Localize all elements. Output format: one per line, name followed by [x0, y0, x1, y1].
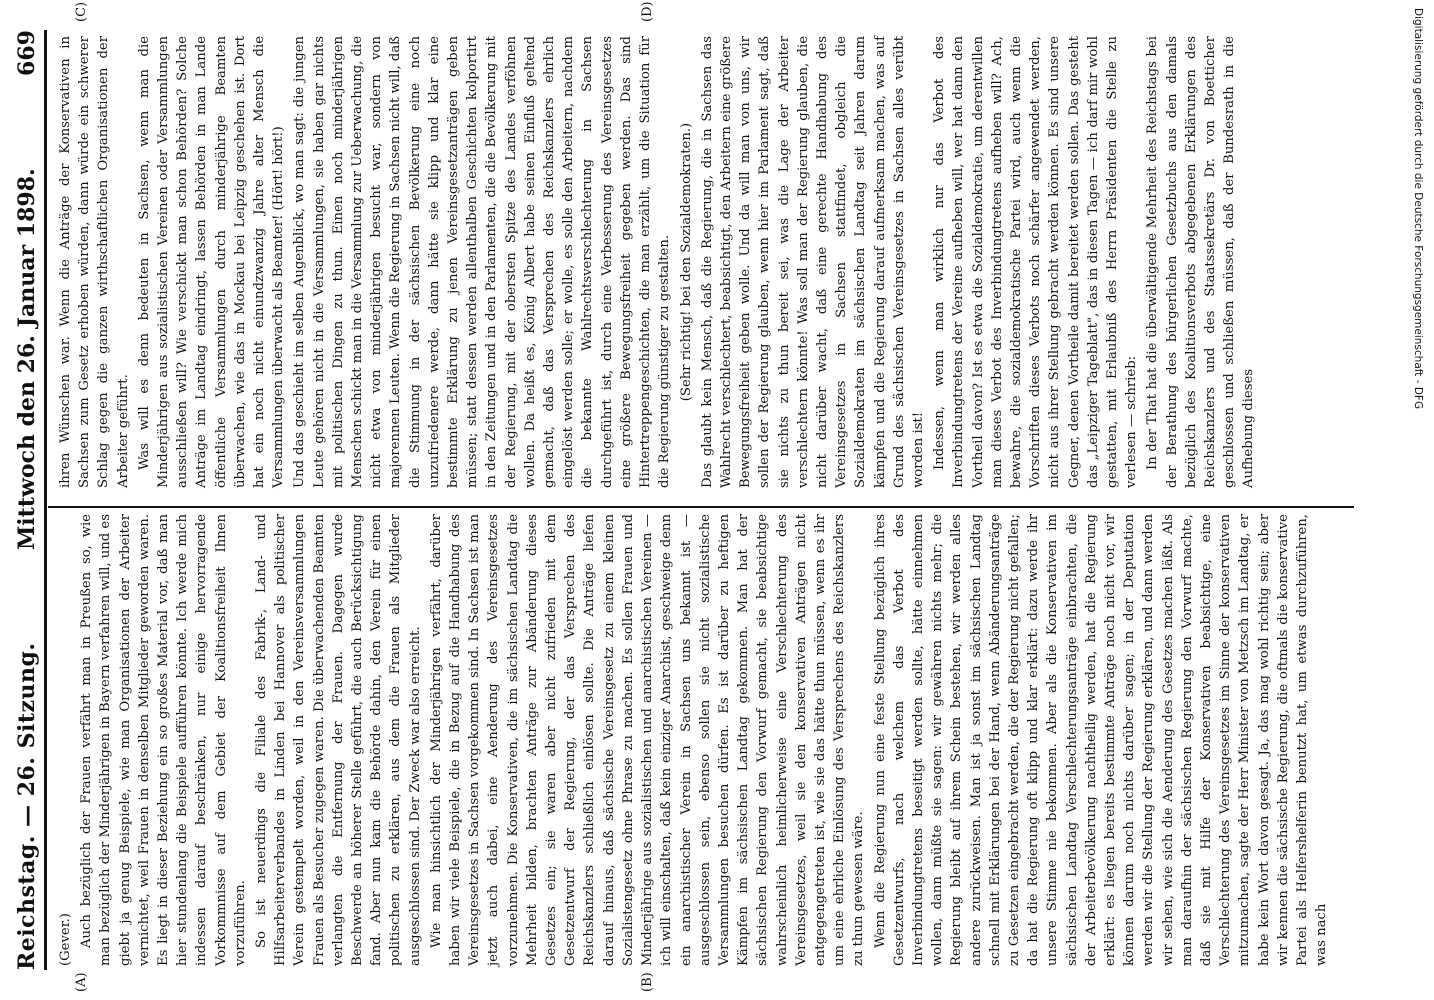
paragraph: Und das geschieht im selben Augenblick, wo man sagt: die jungen Leute gehören nicht in die Versammlungen, sie haben gar nichts mit politischen Dingen zu thun. Einen noch minderjährigen Menschen schickt man in die Versammlung zur Ueberwachung, die nicht etwa von minderjährigen besucht war, sondern von majorennen Leuten. Wenn die Regierung in Sachsen nicht will, daß die Stimmung in der sächsischen Bevölkerung eine noch unzufriedenere werde, dann hätte sie klipp und klar eine bestimmte Erklärung zu jenen Vereinsgesetzanträgen geben müssen; statt dessen werden allenthalben Geschichten kolportirt in den Zeitungen und in den Parlamenten, die die Bevölkerung mit der Regierung, mit der obersten Spitze des Landes verföhnen wollen. Da heißt es, König Albert habe seinen Einfluß geltend gemacht, daß das Versprechen des Reichskanzlers ehrlich eingelöst werden solle; er wolle, es solle den Arbeitern, nachdem die bekannte Wahlrechtsverschlechterung in Sachsen durchgeführt ist, durch eine Verbesserung des Vereinsgesetzes eine größere Bewegungsfreiheit gegeben werden. Das sind Hintertreppengeschichten, die man erzählt, um die Situation für die Regierung günstiger zu gestalten. [292, 36, 673, 488]
paragraph: ihren Wünschen war. Wenn die Anträge der Konservativen in Sachsen zum Gesetz erhoben würden, dann würde ein schwerer Schlag gegen die ganzen wirthschaftlichen Organisationen der Arbeiter geführt. [58, 36, 131, 488]
paragraph: So ist neuerdings die Filiale des Fabrik-, Land- und Hilfsarbeiterverbandes in Linden bei Hannover als politischer Verein gestempelt worden, weil in den Vereinsversammlungen Frauen als Besucher zugegen waren. Die überwachenden Beamten verlangten die Entfernung der Frauen. Dagegen wurde Beschwerde an höherer Stelle geführt, die auch Berücksichtigung fand. Aber nun kam die Behörde dahin, den Verein für einen politischen zu erklären, aus dem die Frauen als Mitglieder ausgeschlossen sind. Der Zweck war also erreicht. [254, 514, 423, 966]
header-center-title: Mittwoch den 26. Januar 1898. [14, 168, 40, 551]
margin-marker-a: (A) [74, 972, 89, 992]
digitization-sidebar [1404, 0, 1434, 1000]
column-divider [48, 506, 1354, 508]
speaker-note: (Gever.) [58, 913, 73, 966]
margin-marker-c: (C) [74, 1, 89, 22]
paragraph: Indessen, wenn man wirklich nur das Verbot des Inverbindungtretens der Vereine aufheben will, wer hat dann den Vortheil davon? Ist es etwa die Sozialdemokratie, um derentwillen man dieses Verbot des Inverbindungtretens aufheben will? Ach, bewahre, die sozialdemokratische Partei wird, auch wenn die Vorschriften dieses Verbots noch schärfer angewendet werden, nicht aus ihrer Stellung gebracht werden können. Es sind unsere Gegner, denen Vortheile damit bereitet werden sollen. Das gesteht das „Leipziger Tageblatt", das in diesen Tagen — ich darf mir wohl gestatten, mit Erlaubniß des Herrn Präsidenten die Stelle zu verlesen — schrieb: [932, 36, 1140, 488]
page-header [10, 30, 47, 970]
interjection: (Sehr richtig! bei den Sozialdemokraten.) [678, 122, 694, 402]
right-column [56, 36, 1350, 488]
paragraph: Wenn die Regierung nun eine feste Stellung bezüglich ihres Gesetzentwurfs, nach welchem das Verbot des Inverbindungtretens beseitigt werden sollte, hätte einnehmen wollen, dann müßte sie sagen: wir gewähren nichts mehr; die Regierung bleibt auf ihrem Schein bestehen, wir werden alles andere zurückweisen. Man ist ja sonst im sächsischen Landtag schnell mit Erklärungen bei der Hand, wenn Abänderungsanträge zu Gesetzen eingebracht werden, die der Regierung nicht gefallen; da hat die Regierung oft klipp und klar erklärt: dazu werde ihr unsere Stimme nie bekommen. Aber als die Konservativen im sächsischen Landtag Verschlechterungsanträge einbrachten, die der Arbeiterbevölkerung nachtheilig werden, hat die Regierung erklärt: es liegen bereits bestimmte Anträge noch nicht vor, wir können darum noch nichts darüber sagen; in der Deputation werden wir die Stellung der Regierung erklären, und dann werden wir sehen, wie sich die Aenderung des Gesetzes machen läßt. Als man daraufhin der sächsischen Regierung den Vorwurf machte, daß sie mit Hilfe der Konservativen beabsichtige, eine Verschlechterung des Vereinsgesetzes im Sinne der konservativen mitzumachen, sagte der Herr Minister von Metzsch im Landtag, er habe kein Wort davon gesagt. Ja, das mag wohl richtig sein; aber wir kennen die sächsische Regierung, die oftmals die konservative Partei als Helfershelferin benutzt hat, um etwas durchzuführen, was nach [872, 514, 1330, 966]
left-column [56, 514, 1350, 966]
paragraph: Was will es denn bedeuten in Sachsen, wenn man die Minderjährigen aus sozialistischen Vereinen oder Versammlungen ausschließen will? Wie verschickt man schon Behörden? Solche Anträge im Landtag eindringt, lassen Behörden in man Lande öffentliche Versammlungen durch minderjährige Beamten überwachen, wie das in Mockau bei Leipzig geschehen ist. Dort hat ein noch nicht einundzwanzig Jahre alter Mensch die Versammlungen überwacht als Beamter! (Hört! hört!) [136, 36, 287, 488]
paragraph: Wie man hinsichtlich der Minderjährigen verfährt, darüber haben wir viele Beispiele, die in Bezug auf die Handhabung des Vereinsgesetzes in Sachsen vorgekommen sind. In Sachsen ist man jetzt auch dabei, eine Aenderung des Vereinsgesetzes vorzunehmen. Die Konservativen, die im sächsischen Landtag die Mehrheit bilden, brachten Anträge zur Abänderung dieses Gesetzes ein; sie waren aber nicht zufrieden mit dem Gesetzentwurf der Regierung, der das Versprechen des Reichskanzlers schließlich einlösen sollte. Die Anträge liefen darauf hinaus, daß sächsische Vereinsgesetz zu einem kleinen Sozialistengesetz ohne Phrase zu machen. Es sollen Frauen und Minderjährige aus sozialistischen und anarchistischen Vereinen — ich will einschalten, daß kein einziger Anarchist, geschweige denn ein anarchistischer Verein in Sachsen uns bekannt ist — ausgeschlossen sein, ebenso sollen sie nicht sozialistische Versammlungen besuchen dürfen. Es ist darüber zu heftigen Kämpfen im sächsischen Landtag gekommen. Man hat der sächsischen Regierung den Vorwurf gemacht, sie beabsichtige wahrscheinlich heimlicherweise eine Verschlechterung des Vereinsgesetzes, weil sie den konservativen Anträgen nicht entgegengetreten ist, wie sie das hätte thun müssen, wenn es ihr um eine ehrliche Einlösung des Versprechens des Reichskanzlers zu thun gewesen wäre. [428, 514, 867, 966]
margin-marker-d: (D) [640, 1, 655, 22]
quotation: In der That hat die überwältigende Mehrheit des Reichstags bei der Berathung des bürgerlichen Gesetzbuchs aus den damals bezüglich des Koalitionsverbots abgegebenen Erklärungen des Reichskanzlers und des Staatssekretärs Dr. von Boetticher geschlossen und schließen müssen, daß der Bundesrath in die Aufhebung dieses [1145, 36, 1257, 488]
header-left-title: Reichstag. — 26. Sitzung. [14, 642, 40, 970]
digitization-credit: Digitalisierung gefördert durch die Deutsche Forschungsgemeinschaft - DFG [1412, 8, 1424, 410]
paragraph: Auch bezüglich der Frauen verfährt man in Preußen so, wie man bezüglich der Minderjährigen in Bayern verfahren will, und es giebt ja genug Beispiele, wie man Organisationen der Arbeiter vernichtet, weil Frauen in denselben Mitglieder geworden waren. Es liegt in dieser Beziehung ein so großes Material vor, daß man hier stundenlang die Beispiele aufführen könnte. Ich werde mich indessen darauf beschränken, nur einige hervorragende Vorkommnisse auf dem Gebiet der Koalitionsfreiheit Ihnen vorzuführen. [79, 514, 248, 966]
paragraph: Das glaubt kein Mensch, daß die Regierung, die in Sachsen das Wahlrecht verschlechtert, beabsichtigt, den Arbeitern eine größere Bewegungsfreiheit geben wolle. Und da will man von uns, wir sollen der Regierung glauben, wenn hier im Parlament sagt, daß sie nichts zu thun bereit sei, was die Lage der Arbeiter verschlechtern könnte! Was soll man der Regierung glauben, die nicht darüber wacht, daß eine gerechte Handhabung des Vereinsgesetzes in Sachsen stattfindet, obgleich die Sozialdemokraten im sächsischen Landtag seit Jahren darum kämpfen und die Regierung darauf aufmerksam machen, was auf Grund des sächsischen Vereinsgesetzes in Sachsen alles verübt worden ist! [699, 36, 926, 488]
margin-marker-b: (B) [640, 972, 655, 992]
page-number: 669 [14, 30, 40, 76]
